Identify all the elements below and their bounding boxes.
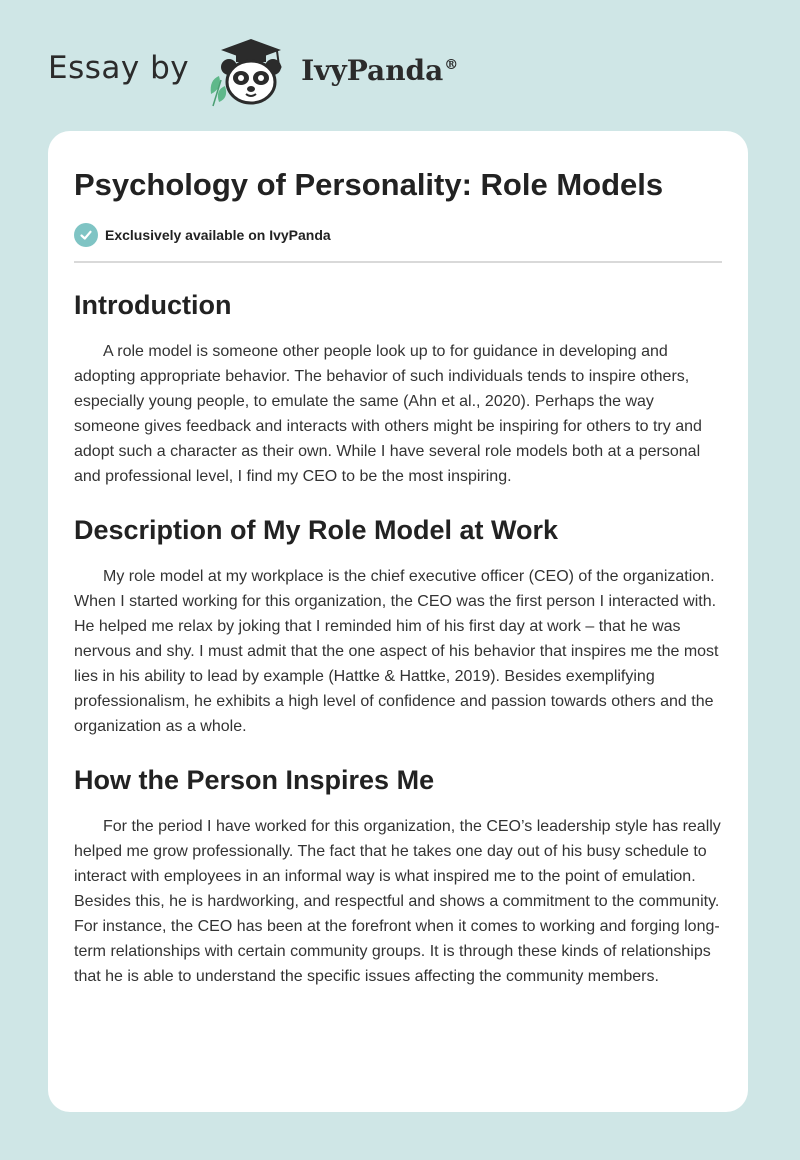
registered-mark: ® bbox=[444, 57, 459, 74]
essay-card bbox=[48, 131, 748, 1112]
badge-label: Exclusively available on IvyPanda bbox=[105, 227, 331, 243]
section-heading: Introduction bbox=[74, 290, 232, 320]
section-paragraph: For the period I have worked for this organization, the CEO’s leadership style has really helped me grow professionally. The fact that he takes one day out of his busy schedule to interact with employees in an informal way is what inspired me to the point of emulation. Besides this, he is hardworking, and respectful and shows a commitment to the community. For instance, the CEO has been at the forefront when it comes to working and forging long-term relationships with certain community groups. It is through these kinds of relationships that he is able to understand the specific issues affecting the community members. bbox=[74, 818, 721, 985]
section-paragraph: My role model at my workplace is the chief executive officer (CEO) of the organization. When I started working for this organization, the CEO was the first person I interacted with. He helped me relax by joking that I reminded him of his first day at work – that he was nervous and shy. I must admit that the one aspect of his behavior that inspires me the most lies in his ability to lead by example (Hattke & Hattke, 2019). Besides exemplifying professionalism, he exhibits a high level of confidence and passion towards others and the organization as a whole. bbox=[74, 568, 719, 735]
section-role-model-description bbox=[74, 513, 722, 739]
essay-title: Psychology of Personality: Role Models bbox=[74, 167, 664, 202]
section-how-inspires bbox=[74, 763, 722, 989]
exclusive-badge bbox=[74, 223, 722, 247]
check-circle-icon bbox=[74, 223, 98, 247]
section-heading: Description of My Role Model at Work bbox=[74, 515, 559, 545]
divider bbox=[74, 261, 722, 263]
section-paragraph: A role model is someone other people look up to for guidance in developing and adopting appropriate behavior. The behavior of such individuals tends to inspire others, especially young people, to emulate the same (Ahn et al., 2020). Perhaps the way someone gives feedback and interacts with others might be inspiring for others to try and adopt such a character as their own. While I have several role models both at a personal and professional level, I find my CEO to be the most inspiring. bbox=[74, 343, 702, 485]
panda-graduate-logo-icon[interactable] bbox=[203, 36, 295, 108]
section-heading: How the Person Inspires Me bbox=[74, 765, 435, 795]
section-introduction bbox=[74, 288, 722, 489]
essay-by-label: Essay by bbox=[48, 50, 190, 86]
brand-name[interactable]: IvyPanda® bbox=[301, 53, 459, 87]
site-header bbox=[48, 36, 458, 108]
